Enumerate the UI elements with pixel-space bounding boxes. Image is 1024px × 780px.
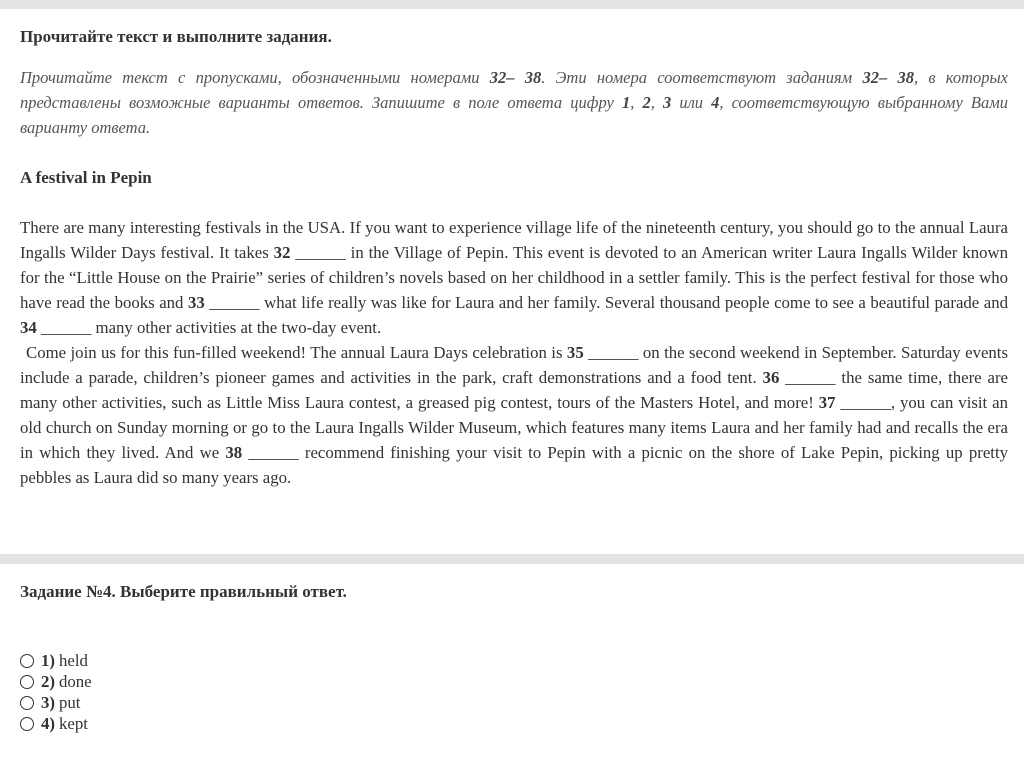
- section-divider-bar: [0, 554, 1024, 564]
- gap-number: 35: [566, 343, 584, 362]
- instruction-digit: 1: [621, 93, 631, 112]
- text-title: A festival in Pepin: [20, 168, 152, 187]
- passage-text: ______ on the second weekend in September. Saturday events include a parade, children’s pioneer games and activities in the park, craft demonstrations and a food tent.: [20, 343, 1008, 387]
- question-block: [20, 581, 1008, 603]
- passage-text: ______ in the Village of Pepin. This event is devoted to an American writer Laura Ingalls Wilder known for the “Little House on the Prairie” series of children’s novels based on her childhood in a settler family. This is the perfect festival for those who have read the books and: [20, 243, 1008, 312]
- option-text: held: [58, 650, 88, 670]
- gap-number: 36: [762, 368, 780, 387]
- instruction-text: , соответствующую выбранному Вами варианту ответа.: [20, 93, 1009, 137]
- answer-option-4[interactable]: [20, 713, 92, 734]
- instruction-range: 32– 38: [489, 68, 542, 87]
- passage-text: ______ what life really was like for Laura and her family. Several thousand people come to see a beautiful parade and: [204, 293, 1008, 312]
- task-instruction: [20, 65, 1008, 140]
- instruction-text: . Эти номера соответствуют заданиям: [541, 68, 863, 87]
- option-text: put: [58, 692, 81, 712]
- radio-button[interactable]: [20, 675, 34, 689]
- instruction-digit: 2: [642, 93, 651, 112]
- instruction-text: Прочитайте текст с пропусками, обозначенными номерами: [20, 68, 490, 87]
- gap-number: 32: [273, 243, 291, 262]
- passage-text: ______ many other activities at the two-day event.: [36, 318, 382, 337]
- top-divider-bar: [0, 0, 1024, 9]
- option-number: 4): [41, 713, 55, 733]
- passage-text: Come join us for this fun-filled weekend! The annual Laura Days celebration is: [26, 343, 567, 362]
- reading-task-block: [20, 26, 1008, 490]
- passage-text: There are many interesting festivals in the USA. If you want to experience village life of the nineteenth century, you should go to the annual Laura Ingalls Wilder Days festival. It takes: [20, 218, 1008, 262]
- task-heading: Прочитайте текст и выполните задания.: [20, 27, 332, 46]
- gap-number: 33: [187, 293, 205, 312]
- gap-number: 34: [20, 318, 37, 337]
- instruction-digit: 3: [662, 93, 672, 112]
- instruction-text: ,: [650, 93, 663, 112]
- radio-button[interactable]: [20, 696, 34, 710]
- option-number: 2): [41, 671, 55, 691]
- gap-number: 38: [225, 443, 243, 462]
- radio-button[interactable]: [20, 717, 34, 731]
- instruction-text: , в которых представлены возможные варианты ответов. Запишите в поле ответа цифру: [20, 68, 1008, 112]
- radio-button[interactable]: [20, 654, 34, 668]
- option-number: 1): [41, 650, 55, 670]
- answer-option-3[interactable]: [20, 692, 92, 713]
- option-text: kept: [58, 713, 88, 733]
- instruction-digit: 4: [711, 93, 720, 112]
- passage-text: ______ the same time, there are many other activities, such as Little Miss Laura contest, a greased pig contest, tours of the Masters Hotel, and more!: [20, 368, 1008, 412]
- instruction-text: или: [671, 93, 712, 112]
- passage-paragraph: [20, 340, 1008, 490]
- instruction-range: 32– 38: [862, 68, 914, 87]
- passage-text: ______ recommend finishing your visit to Pepin with a picnic on the shore of Lake Pepin, picking up pretty pebbles as Laura did so many years ago.: [20, 443, 1008, 487]
- option-number: 3): [41, 692, 55, 712]
- passage-paragraph: [20, 215, 1008, 340]
- option-text: done: [58, 671, 92, 691]
- answer-options: [20, 650, 92, 734]
- answer-option-2[interactable]: [20, 671, 92, 692]
- question-heading: Задание №4. Выберите правильный ответ.: [20, 582, 347, 601]
- instruction-text: ,: [630, 93, 643, 112]
- reading-passage: [20, 215, 1008, 490]
- gap-number: 37: [818, 393, 836, 412]
- passage-text: ______, you can visit an old church on Sunday morning or go to the Laura Ingalls Wilder Museum, which features many items Laura and her family had and recalls the era in which they lived. And we: [20, 393, 1008, 462]
- answer-option-1[interactable]: [20, 650, 92, 671]
